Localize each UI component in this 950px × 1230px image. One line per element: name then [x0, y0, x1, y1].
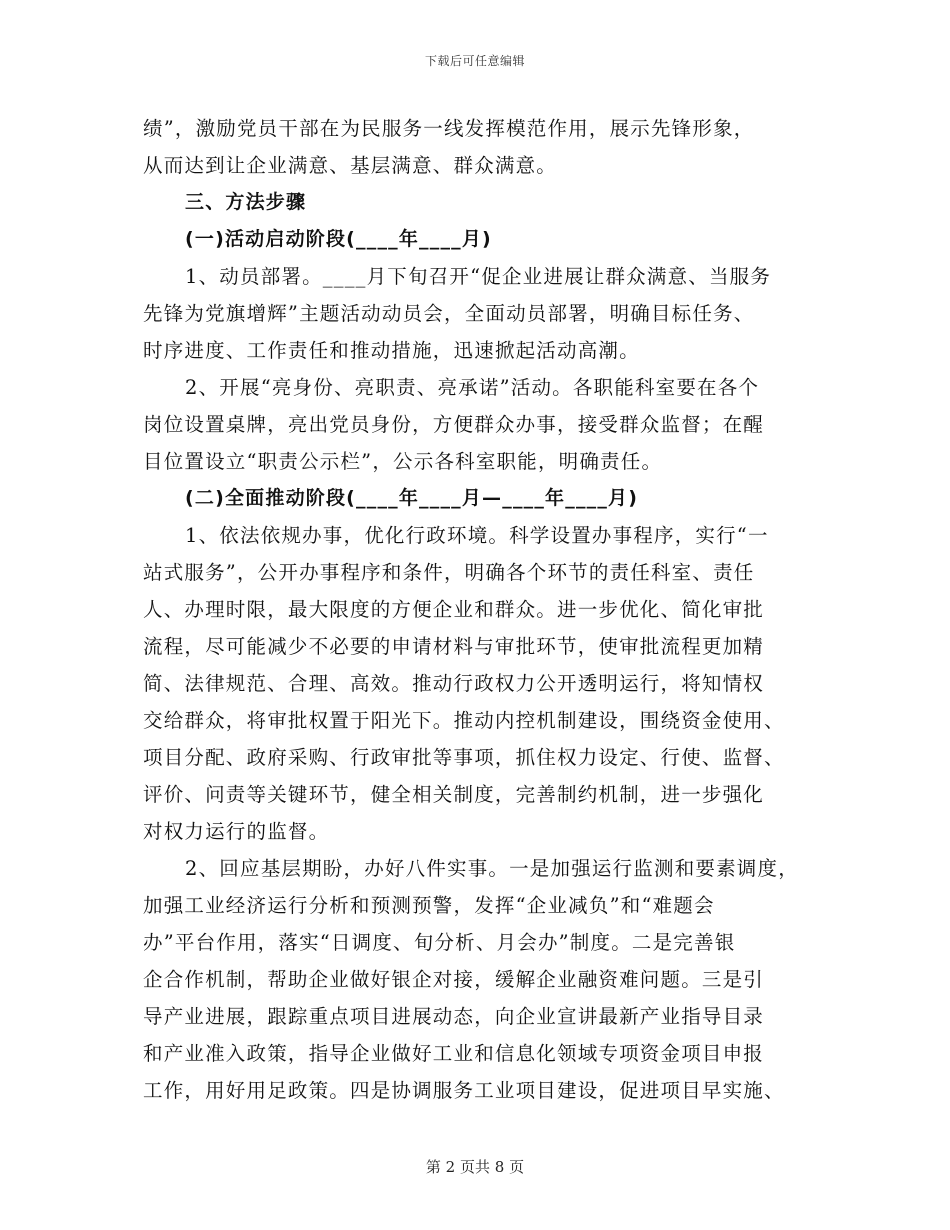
body-text-line: 评价、问责等关键环节，健全相关制度，完善制约机制，进一步强化 [143, 783, 765, 806]
body-text-line: 项目分配、政府采购、行政审批等事项，抓住权力设定、行使、监督、 [143, 746, 785, 769]
body-text-line: 交给群众，将审批权置于阳光下。推动内控机制建设，围绕资金使用、 [143, 709, 785, 732]
section-heading: (二)全面推动阶段(____年____月—____年____月) [185, 487, 639, 509]
body-text-line: 1、动员部署。____月下旬召开“促企业进展让群众满意、当服务 [185, 265, 772, 288]
body-text-line: 时序进度、工作责任和推动措施，迅速掀起活动高潮。 [143, 339, 640, 362]
body-text-line: 目位置设立“职责公示栏”，公示各科室职能，明确责任。 [143, 450, 663, 473]
body-text-line: 导产业进展，跟踪重点项目进展动态，向企业宣讲最新产业指导目录 [143, 1005, 765, 1028]
body-text-line: 对权力运行的监督。 [143, 820, 330, 843]
body-text-line: 加强工业经济运行分析和预测预警，发挥“企业减负”和“难题会 [143, 894, 715, 917]
body-text-line: 和产业准入政策，指导企业做好工业和信息化领域专项资金项目申报 [143, 1042, 765, 1065]
section-heading: 三、方法步骤 [185, 191, 307, 213]
page-header: 下载后可任意编辑 [424, 54, 525, 68]
body-text-line: 先锋为党旗增辉”主题活动动员会，全面动员部署，明确目标任务、 [143, 302, 755, 325]
body-text-line: 岗位设置桌牌，亮出党员身份，方便群众办事，接受群众监督；在醒 [143, 413, 765, 436]
body-text-line: 企合作机制，帮助企业做好银企对接，缓解企业融资难问题。三是引 [143, 968, 765, 991]
body-text-line: 从而达到让企业满意、基层满意、群众满意。 [143, 154, 558, 177]
body-text-line: 站式服务”，公开办事程序和条件，明确各个环节的责任科室、责任 [143, 561, 755, 584]
body-text-line: 办”平台作用，落实“日调度、旬分析、月会办”制度。二是完善银 [143, 931, 736, 954]
body-text-line: 人、办理时限，最大限度的方便企业和群众。进一步优化、简化审批 [143, 598, 765, 621]
body-text-line: 绩”，激励党员干部在为民服务一线发挥模范作用，展示先锋形象， [143, 117, 755, 140]
page-footer-number: 第 2 页共 8 页 [425, 1158, 525, 1176]
body-text-line: 2、回应基层期盼，办好八件实事。一是加强运行监测和要素调度， [185, 857, 799, 880]
body-text-line: 流程，尽可能减少不必要的申请材料与审批环节，使审批流程更加精 [143, 635, 765, 658]
body-text-line: 简、法律规范、合理、高效。推动行政权力公开透明运行，将知情权 [143, 672, 765, 695]
section-heading: (一)活动启动阶段(____年____月) [185, 228, 492, 250]
body-text-line: 工作，用好用足政策。四是协调服务工业项目建设，促进项目早实施、 [143, 1079, 785, 1102]
document-body [143, 110, 811, 1109]
body-text-line: 1、依法依规办事，优化行政环境。科学设置办事程序，实行“一 [185, 524, 769, 547]
body-text-line: 2、开展“亮身份、亮职责、亮承诺”活动。各职能科室要在各个 [185, 376, 760, 399]
